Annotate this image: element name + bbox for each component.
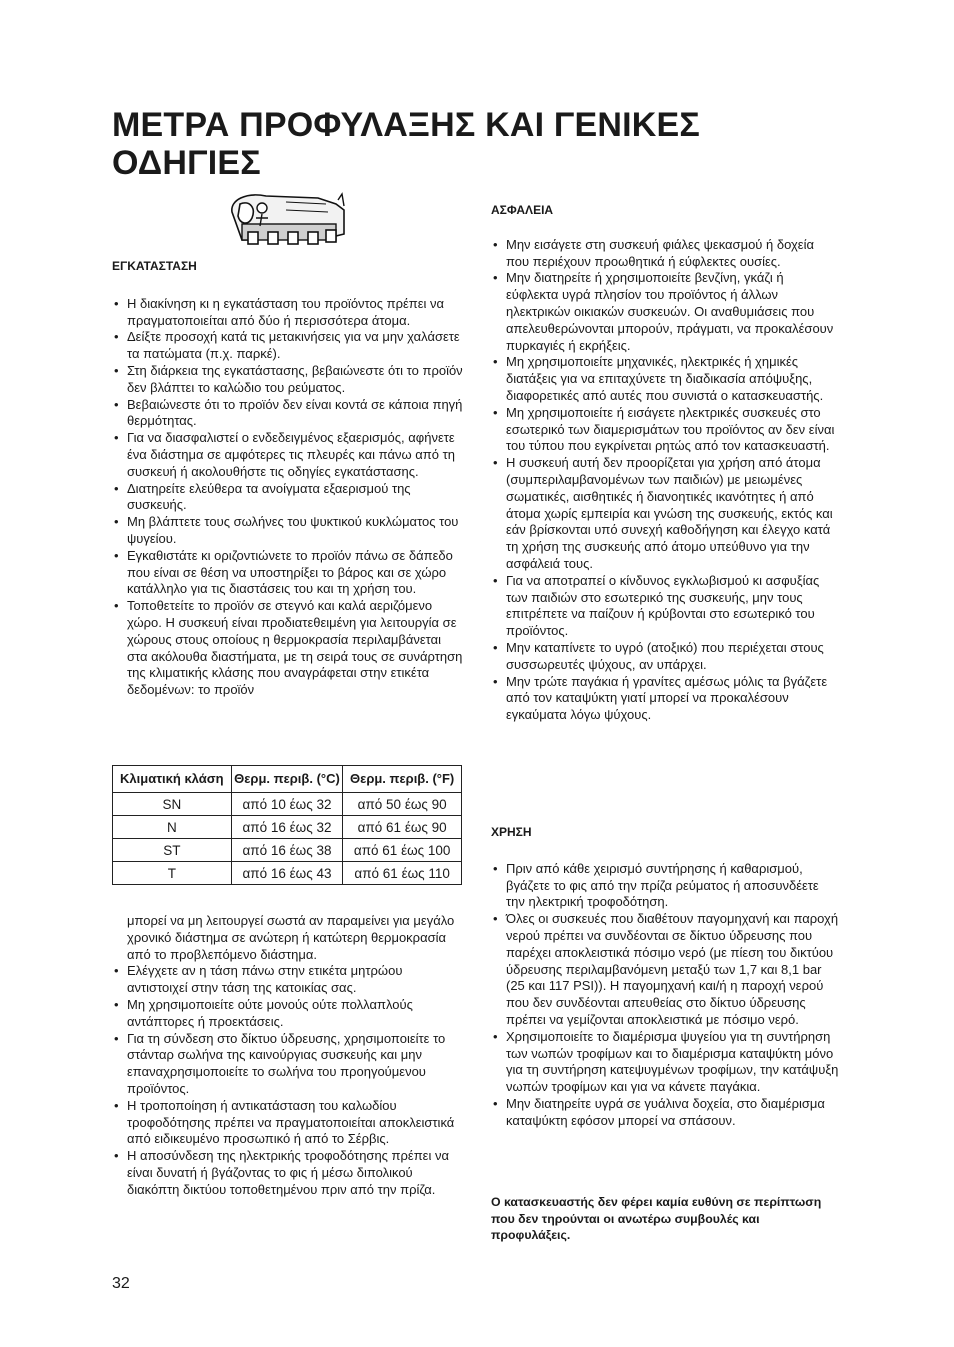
table-cell: από 61 έως 110 (343, 862, 462, 885)
installation-heading: ΕΓΚΑΤΑΣΤΑΣΗ (112, 259, 197, 273)
list-item: • Μην τρώτε παγάκια ή γρανίτες αμέσως μόλις τα βγάζετε από τον καταψύκτη γιατί μπορεί να προκαλέσουν εγκαύματα λόγω ψύχους. (491, 674, 839, 724)
table-row (113, 793, 462, 816)
list-item: • Η διακίνηση κι η εγκατάσταση του προϊόντος πρέπει να πραγματοποιείται από δύο ή περισσότερα άτομα. (112, 296, 464, 330)
page-title: ΜΕΤΡΑ ΠΡΟΦΥΛΑΞΗΣ ΚΑΙ ΓΕΝΙΚΕΣ ΟΔΗΓΙΕΣ (112, 106, 701, 182)
list-item: • Για τη σύνδεση στο δίκτυο ύδρευσης, χρησιμοποιείτε το στάνταρ σωλήνα της καινούργιας συσκευής και μην επαναχρησιμοποιείτε το σωλήνα του προηγούμενου προϊόντος. (112, 1031, 464, 1098)
table-cell: από 50 έως 90 (343, 793, 462, 816)
list-item: • Μη βλάπτετε τους σωλήνες του ψυκτικού κυκλώματος του ψυγείου. (112, 514, 464, 548)
list-item: • Χρησιμοποιείτε το διαμέρισμα ψυγείου για τη συντήρηση των νωπών τροφίμων και το διαμέρισμα καταψύκτη μόνο για τη συντήρηση κατεψυγμένων τροφίμων, την κατάψυξη νωπών τροφίμων και για να κάνετε παγάκια. (491, 1029, 839, 1096)
list-item: • Τοποθετείτε το προϊόν σε στεγνό και καλά αεριζόμενο χώρο. Η συσκευή είναι προδιατεθειμένη για λειτουργία σε χώρους στους οποίους η θερμοκρασία περιλαμβάνεται στα ακόλουθα διαστήματα, με τη σειρά τους σε συνάρτηση της κλιματικής κλάσης που αναγράφεται στην ετικέτα δεδομένων: το προϊόν (112, 598, 464, 699)
installation-section (112, 258, 464, 699)
usage-heading: ΧΡΗΣΗ (491, 825, 532, 839)
table-header: Θερμ. περιβ. (°C) (231, 766, 343, 793)
table-cell: T (113, 862, 232, 885)
list-item: • Εγκαθιστάτε κι οριζοντιώνετε το προϊόν πάνω σε δάπεδο που είναι σε θέση να υποστηρίξει το βάρος και σε χώρο κατάλληλο για τις διαστάσεις του και τη χρήση του. (112, 548, 464, 598)
list-item: • Η αποσύνδεση της ηλεκτρικής τροφοδότησης πρέπει να είναι δυνατή ή βγάζοντας το φις ή μέσω διπολικού διακόπτη δικτύου τοποθετημένου πριν από την πρίζα. (112, 1148, 464, 1198)
table-cell: από 16 έως 38 (231, 839, 343, 862)
list-item: • Μη χρησιμοποιείτε ή εισάγετε ηλεκτρικές συσκευές στο εσωτερικό των διαμερισμάτων του προϊόντος αν δεν είναι του τύπου που εγκρίνεται ρητώς από τον κατασκευαστή. (491, 405, 839, 455)
table-cell: από 61 έως 90 (343, 816, 462, 839)
table-row (113, 816, 462, 839)
usage-list (491, 861, 839, 1130)
table-row (113, 839, 462, 862)
installation-section-continued (112, 913, 464, 1199)
safety-list (491, 237, 839, 724)
list-item: • Μην διατηρείτε ή χρησιμοποιείτε βενζίνη, γκάζι ή εύφλεκτα υγρά πλησίον του προϊόντος ή άλλων ηλεκτρικών οικιακών συσκευών. Οι αναθυμιάσεις που απελευθερώνονται μπορούν, πράγματι, να προκαλέσουν πυρκαγιές ή εκρήξεις. (491, 270, 839, 354)
manufacturer-disclaimer: Ο κατασκευαστής δεν φέρει καμία ευθύνη σε περίπτωση που δεν τηρούνται οι ανωτέρω συμβουλές και προφυλάξεις. (491, 1195, 822, 1243)
table-cell: από 16 έως 32 (231, 816, 343, 839)
list-item: • Όλες οι συσκευές που διαθέτουν παγομηχανή και παροχή νερού πρέπει να συνδέονται σε δίκτυο ύδρευσης που παρέχει αποκλειστικά πόσιμο νερό (με πίεση του δικτύου ύδρευσης περιλαμβανόμενη μεταξύ των 1,7 και 8,1 bar (25 και 117 PSI)). Η παγομηχανή και/ή η παροχή νερού που δεν συνδέονται απευθείας στο δίκτυο ύδρευσης πρέπει να γεμίζονται αποκλειστικά με πόσιμο νερό. (491, 911, 839, 1029)
table-cell: από 16 έως 43 (231, 862, 343, 885)
table-cell: από 61 έως 100 (343, 839, 462, 862)
refrigerator-delivery-illustration (226, 190, 350, 254)
climate-class-table (112, 765, 462, 885)
list-item: • Μην εισάγετε στη συσκευή φιάλες ψεκασμού ή δοχεία που περιέχουν προωθητικά ή εύφλεκτες ουσίες. (491, 237, 839, 271)
table-header: Κλιματική κλάση (113, 766, 232, 793)
installation-list (112, 296, 464, 699)
installation-continuation: μπορεί να μη λειτουργεί σωστά αν παραμείνει για μεγάλο χρονικό διάστημα σε ανώτερη ή κατώτερη θερμοκρασία από το προβλεπόμενο διάστημα. (127, 913, 455, 962)
list-item: • Δείξτε προσοχή κατά τις μετακινήσεις για να μην χαλάσετε τα πατώματα (π.χ. παρκέ). (112, 329, 464, 363)
usage-section (491, 824, 839, 1130)
table-cell: N (113, 816, 232, 839)
list-item: • Η συσκευή αυτή δεν προορίζεται για χρήση από άτομα (συμπεριλαμβανομένων των παιδιών) με μειωμένες σωματικές, αισθητικές ή διανοητικές ικανότητες ή από άτομα χωρίς εμπειρία και γνώση της συσκευής, εκτός και εάν βρίσκονται υπό συνεχή καθοδήγηση και έλεγχο κατά τη χρήση της συσκευής από άτομο υπεύθυνο για την ασφάλειά τους. (491, 455, 839, 573)
safety-heading: ΑΣΦΑΛΕΙΑ (491, 203, 554, 217)
list-item: • Μην διατηρείτε υγρά σε γυάλινα δοχεία, στο διαμέρισμα καταψύκτη εφόσον μπορεί να σπάσουν. (491, 1096, 839, 1130)
list-item: • Στη διάρκεια της εγκατάστασης, βεβαιώνεστε ότι το προϊόν δεν βλάπτει το καλώδιο του ρεύματος. (112, 363, 464, 397)
list-item: • Η τροποποίηση ή αντικατάσταση του καλωδίου τροφοδότησης πρέπει να πραγματοποιείται αποκλειστικά από ειδικευμένο προσωπικό ή από το Σέρβις. (112, 1098, 464, 1148)
list-item: • Μη χρησιμοποιείτε ούτε μονούς ούτε πολλαπλούς αντάπτορες ή προεκτάσεις. (112, 997, 464, 1031)
list-item: • Μην καταπίνετε το υγρό (ατοξικό) που περιέχεται στους συσσωρευτές ψύχους, αν υπάρχει. (491, 640, 839, 674)
list-item: • Μη χρησιμοποιείτε μηχανικές, ηλεκτρικές ή χημικές διατάξεις για να επιταχύνετε τη διαδικασία απόψυξης, διαφορετικές από αυτές που συνιστά ο κατασκευαστής. (491, 354, 839, 404)
table-cell: ST (113, 839, 232, 862)
safety-section (491, 202, 839, 724)
list-item: • Βεβαιώνεστε ότι το προϊόν δεν είναι κοντά σε κάποια πηγή θερμότητας. (112, 397, 464, 431)
table-cell: SN (113, 793, 232, 816)
list-item: • Για να αποτραπεί ο κίνδυνος εγκλωβισμού κι ασφυξίας των παιδιών στο εσωτερικό της συσκευής, μην τους επιτρέπετε να παίζουν ή κρύβονται στο εσωτερικό του προϊόντος. (491, 573, 839, 640)
list-item: • Πριν από κάθε χειρισμό συντήρησης ή καθαρισμού, βγάζετε το φις από την πρίζα ρεύματος ή αποσυνδέετε την ηλεκτρική τροφοδότηση. (491, 861, 839, 911)
list-item: • Για να διασφαλιστεί ο ενδεδειγμένος εξαερισμός, αφήνετε ένα διάστημα σε αμφότερες τις πλευρές και πάνω από τη συσκευή ή ακολουθήστε τις οδηγίες εγκατάστασης. (112, 430, 464, 480)
page-number: 32 (112, 1275, 130, 1292)
list-item: • Διατηρείτε ελεύθερα τα ανοίγματα εξαερισμού της συσκευής. (112, 481, 464, 515)
table-cell: από 10 έως 32 (231, 793, 343, 816)
list-item: • Ελέγχετε αν η τάση πάνω στην ετικέτα μητρώου αντιστοιχεί στην τάση της κατοικίας σας. (112, 963, 464, 997)
table-header: Θερμ. περιβ. (°F) (343, 766, 462, 793)
table-row (113, 862, 462, 885)
installation-list-continued (112, 963, 464, 1198)
